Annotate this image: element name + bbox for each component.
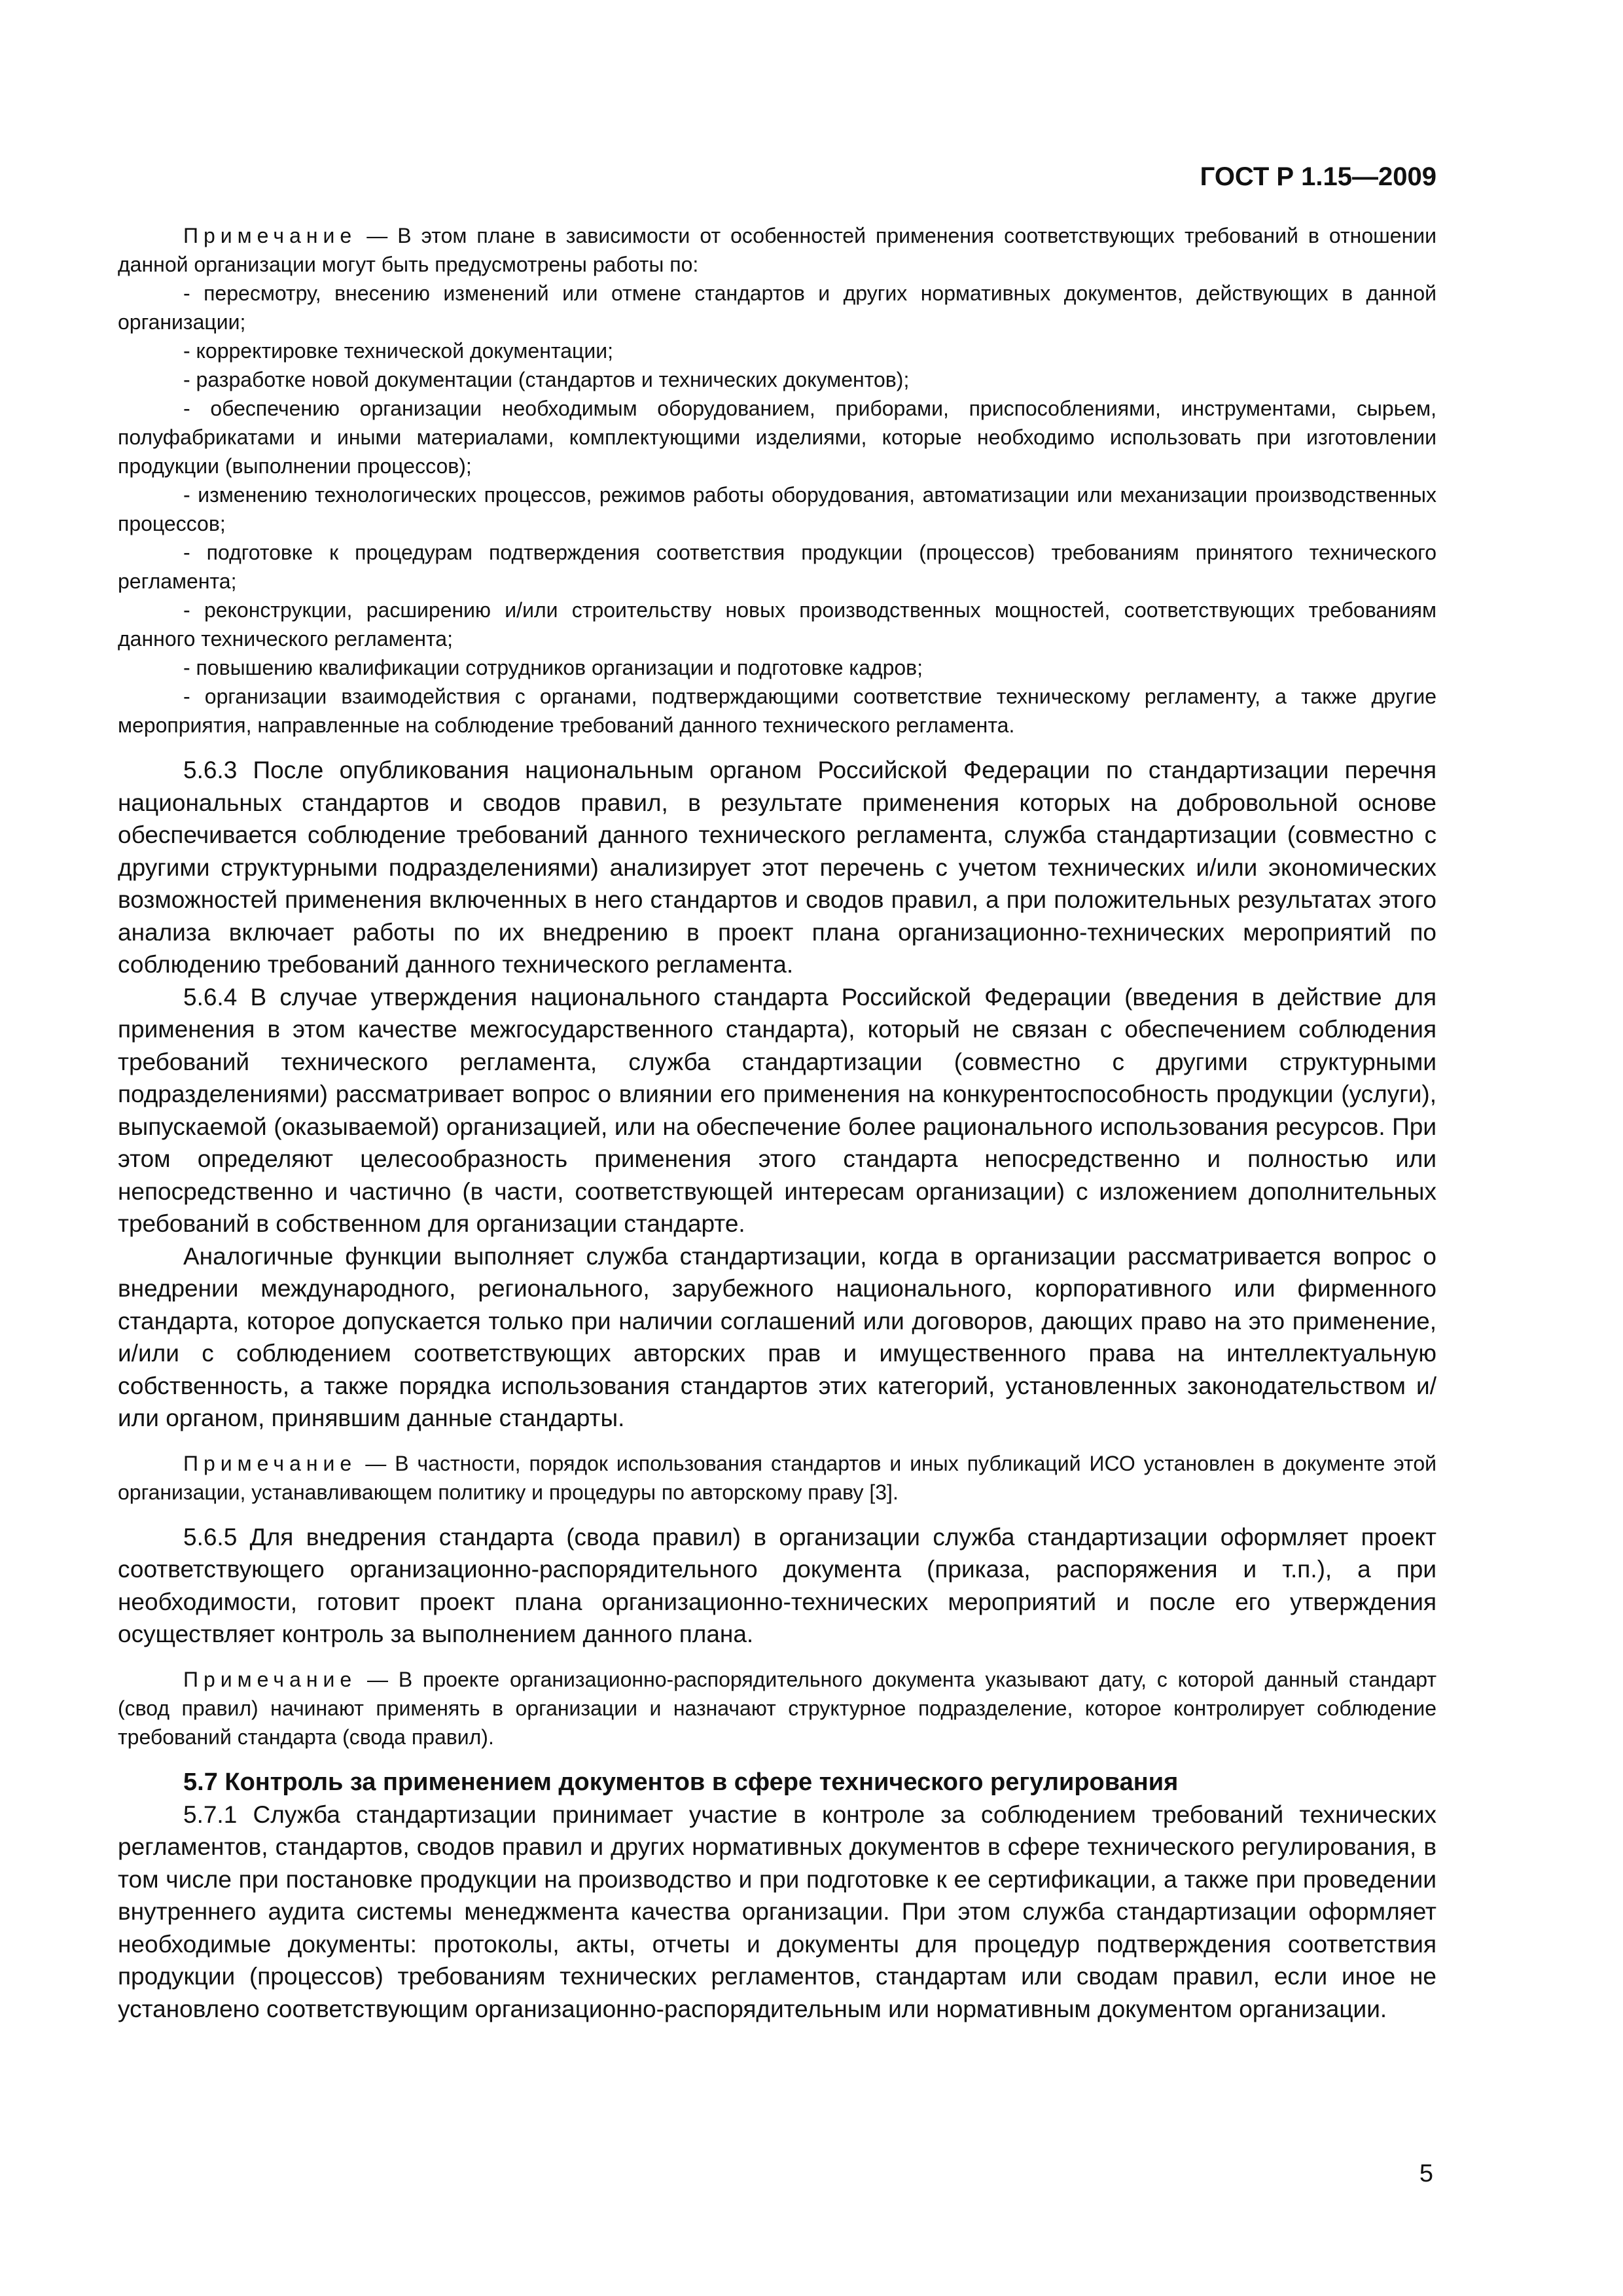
note-1-intro-text: — В этом плане в зависимости от особенностей применения соответствующих требований в отношении данной организации могут быть предусмотрены работы по: [118,224,1436,276]
note-1-item: - разработке новой документации (стандартов и технических документов); [183,368,910,391]
note-3-label: Примечание [183,1667,357,1691]
document-code: ГОСТ Р 1.15—2009 [1200,162,1436,191]
paragraph-5-6-3: 5.6.3 После опубликования национальным органом Российской Федерации по стандартизации перечня национальных стандартов и сводов правил, в результате применения которых на добровольной основе обеспечивается соблюдение требований данного технического регламента, служба стандартизации (совместно с другими структурными подразделениями) анализирует этот перечень с учетом технических и/или экономических возможностей применения включенных в него стандартов и сводов правил, а при положительных результатах этого анализа включает работы по их внедрению в проект плана организационно-технических мероприятий по соблюдению требований данного технического регламента. [118,757,1436,978]
page-content [118,221,1436,2025]
note-2-label: Примечание [183,1451,357,1475]
section-5-6-3-to-5-6-4 [118,754,1436,1435]
section-5-7-1 [118,1799,1436,2026]
section-heading-5-7: 5.7 Контроль за применением документов в сфере технического регулирования [183,1768,1179,1796]
note-1-item: - обеспечению организации необходимым оборудованием, приборами, приспособлениями, инструментами, сырьем, полуфабрикатами и иными материалами, комплектующими изделиями, которые необходимо использовать при изготовлении продукции (выполнении процессов); [118,397,1436,478]
note-2-text: Примечание — В частности, порядок использования стандартов и иных публикаций ИСО установлен в документе этой организации, устанавливающем политику и процедуры по авторскому праву [3]. [118,1451,1436,1504]
note-1-intro [118,221,1436,279]
note-1 [118,221,1436,740]
note-1-item: - организации взаимодействия с органами, подтверждающими соответствие техническому регламенту, а также другие мероприятия, направленные на соблюдение требований данного технического регламента. [118,685,1436,737]
paragraph-5-7-1: 5.7.1 Служба стандартизации принимает участие в контроле за соблюдением требований технических регламентов, стандартов, сводов правил и других нормативных документов в сфере технического регулирования, в том числе при постановке продукции на производство и при подготовке к ее сертификации, а также при проведении внутреннего аудита системы менеджмента качества организации. При этом служба стандартизации оформляет необходимые документы: протоколы, акты, отчеты и документы для процедур подтверждения соответствия продукции (процессов) требованиям технических регламентов, стандартам или сводам правил, если иное не установлено соответствующим организационно-распорядительным или нормативным документом организации. [118,1801,1436,2022]
paragraph-5-6-5: 5.6.5 Для внедрения стандарта (свода правил) в организации служба стандартизации оформляет проект соответствующего организационно-распорядительного документа (приказа, распоряжения и т.п.), а при необходимости, готовит проект плана организационно-технических мероприятий и после его утверждения осуществляет контроль за выполнением данного плана. [118,1523,1436,1647]
note-1-item: - корректировке технической документации; [183,339,613,363]
note-2 [118,1449,1436,1507]
note-3-text: Примечание — В проекте организационно-распорядительного документа указывают дату, с которой данный стандарт (свод правил) начинают применять в организации и назначают структурное подразделение, которое контролирует соблюдение требований стандарта (свода правил). [118,1667,1436,1749]
note-3 [118,1665,1436,1751]
paragraph-5-6-4-continued: Аналогичные функции выполняет служба стандартизации, когда в организации рассматривается вопрос о внедрении международного, регионального, зарубежного национального, корпоративного или фирменного стандарта, которое допускается только при наличии соглашений или договоров, дающих право на это применение, и/или с соблюдением соответствующих авторских прав и имущественного права на интеллектуальную собственность, а также порядка использования стандартов этих категорий, установленных законодательством и/или органом, принявшим данные стандарты. [118,1242,1436,1431]
section-5-6-5 [118,1521,1436,1651]
note-1-item: - пересмотру, внесению изменений или отмене стандартов и других нормативных документов, действующих в данной организации; [118,281,1436,334]
note-1-item: - подготовке к процедурам подтверждения соответствия продукции (процессов) требованиям принятого технического регламента; [118,541,1436,593]
note-1-item: - повышению квалификации сотрудников организации и подготовке кадров; [183,656,923,679]
note-1-item: - изменению технологических процессов, режимов работы оборудования, автоматизации или механизации производственных процессов; [118,483,1436,535]
note-1-label: Примечание [183,224,357,247]
note-1-item: - реконструкции, расширению и/или строительству новых производственных мощностей, соответствующих требованиям данного технического регламента; [118,598,1436,651]
page-number: 5 [1419,2160,1433,2187]
paragraph-5-6-4: 5.6.4 В случае утверждения национального стандарта Российской Федерации (введения в действие для применения в этом качестве межгосударственного стандарта), который не связан с обеспечением соблюдения требований технического регламента, служба стандартизации (совместно с другими структурными подразделениями) рассматривает вопрос о влиянии его применения на конкурентоспособность продукции (услуги), выпускаемой (оказываемой) организацией, или на обеспечение более рационального использования ресурсов. При этом определяют целесообразность применения этого стандарта непосредственно и полностью или непосредственно и частично (в части, соответствующей интересам организации) с изложением дополнительных требований в собственном для организации стандарте. [118,983,1436,1237]
